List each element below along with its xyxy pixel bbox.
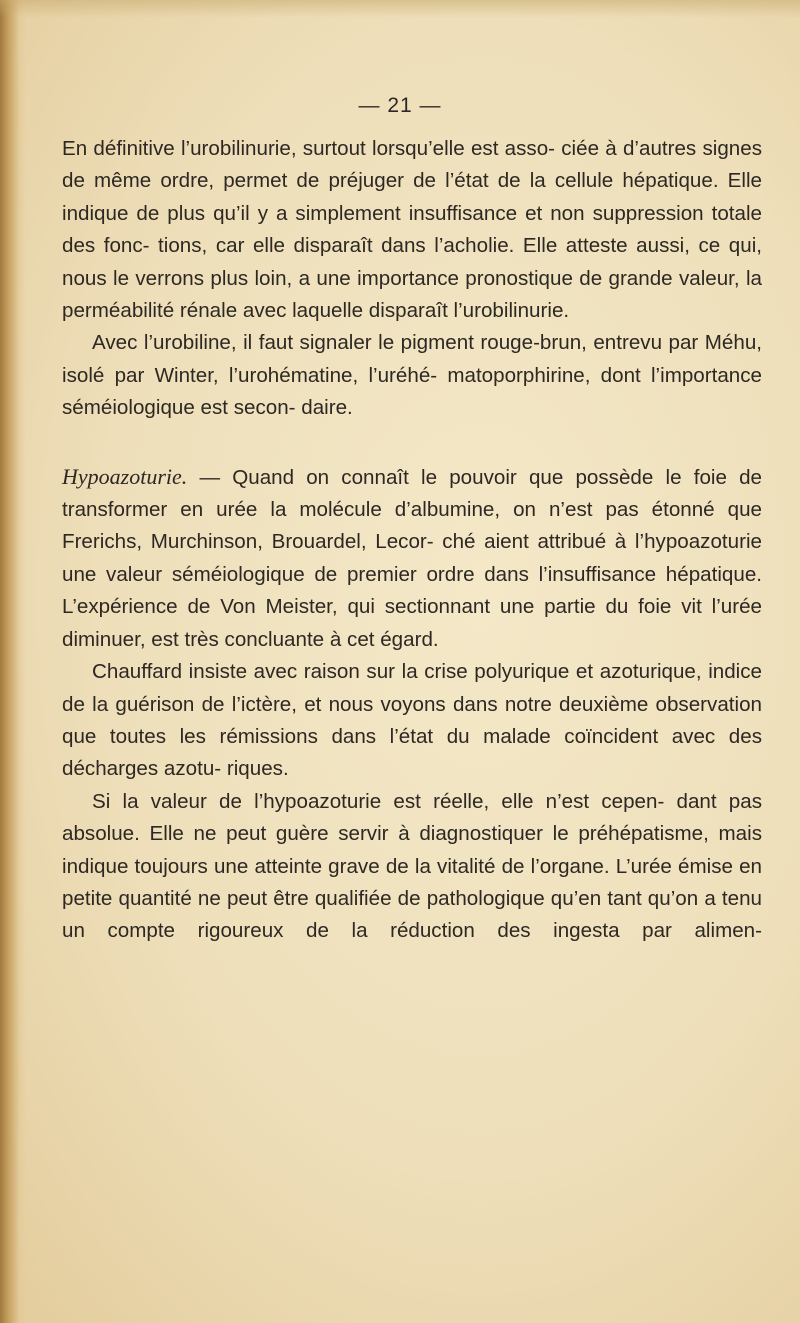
- paragraph-chauffard: Chauffard insiste avec raison sur la crise polyurique et azoturique, indice de la guérison de l’ictère, et nous voyons dans notre deuxième observation que toutes les rémissions dans l’état du malade coïncident avec des décharges azotu- riques.: [62, 660, 762, 781]
- page-number: — 21 —: [358, 94, 442, 117]
- paragraph-urobiline-pigment: Avec l’urobiline, il faut signaler le pigment rouge-brun, entrevu par Méhu, isolé par Winter, l’urohématine, l’uréhé- matoporphirine, dont l’importance séméiologique est secon- daire.: [62, 331, 762, 420]
- body-text: [62, 133, 762, 948]
- paragraph-urobilinurie-conclusion: En définitive l’urobilinurie, surtout lorsqu’elle est asso- ciée à d’autres signes de même ordre, permet de préjuger de l’état de la cellule hépatique. Elle indique de plus qu’il y a simplement insuffisance et non suppression totale des fonc- tions, car elle disparaît dans l’acholie. Elle atteste aussi, ce qui, nous le verrons plus loin, a une importance pronostique de grande valeur, la perméabilité rénale avec laquelle disparaît l’urobilinurie.: [62, 137, 762, 323]
- paragraph-valeur-hypoazoturie: Si la valeur de l’hypoazoturie est réelle, elle n’est cepen- dant pas absolue. Elle ne peut guère servir à diagnostiquer le préhépatisme, mais indique toujours une atteinte grave de la vitalité de l’organe. L’urée émise en petite quantité ne peut être qualifiée de pathologique qu’en tant qu’on a tenu un compte rigoureux de la réduction des ingesta par alimen-: [62, 789, 762, 943]
- section-title: Hypoazoturie.: [62, 463, 188, 489]
- section-intro-text: Quand on connaît le pouvoir que possède le foie de transformer en urée la molécule d’albumine, on n’est pas étonné que Frerichs, Murchinson, Brouardel, Lecor- ché aient attribué à l’hypoazoturie une valeur séméiologique de premier ordre dans l’insuffisance hépatique. L’expérience de Von Meister, qui sectionnant une partie du foie vit l’urée diminuer, est très concluante à cet égard.: [62, 465, 762, 651]
- paragraph-hypoazoturie: [62, 461, 762, 656]
- binding-shadow: [0, 0, 26, 1323]
- section-dash: —: [187, 465, 233, 489]
- top-shadow: [0, 0, 800, 18]
